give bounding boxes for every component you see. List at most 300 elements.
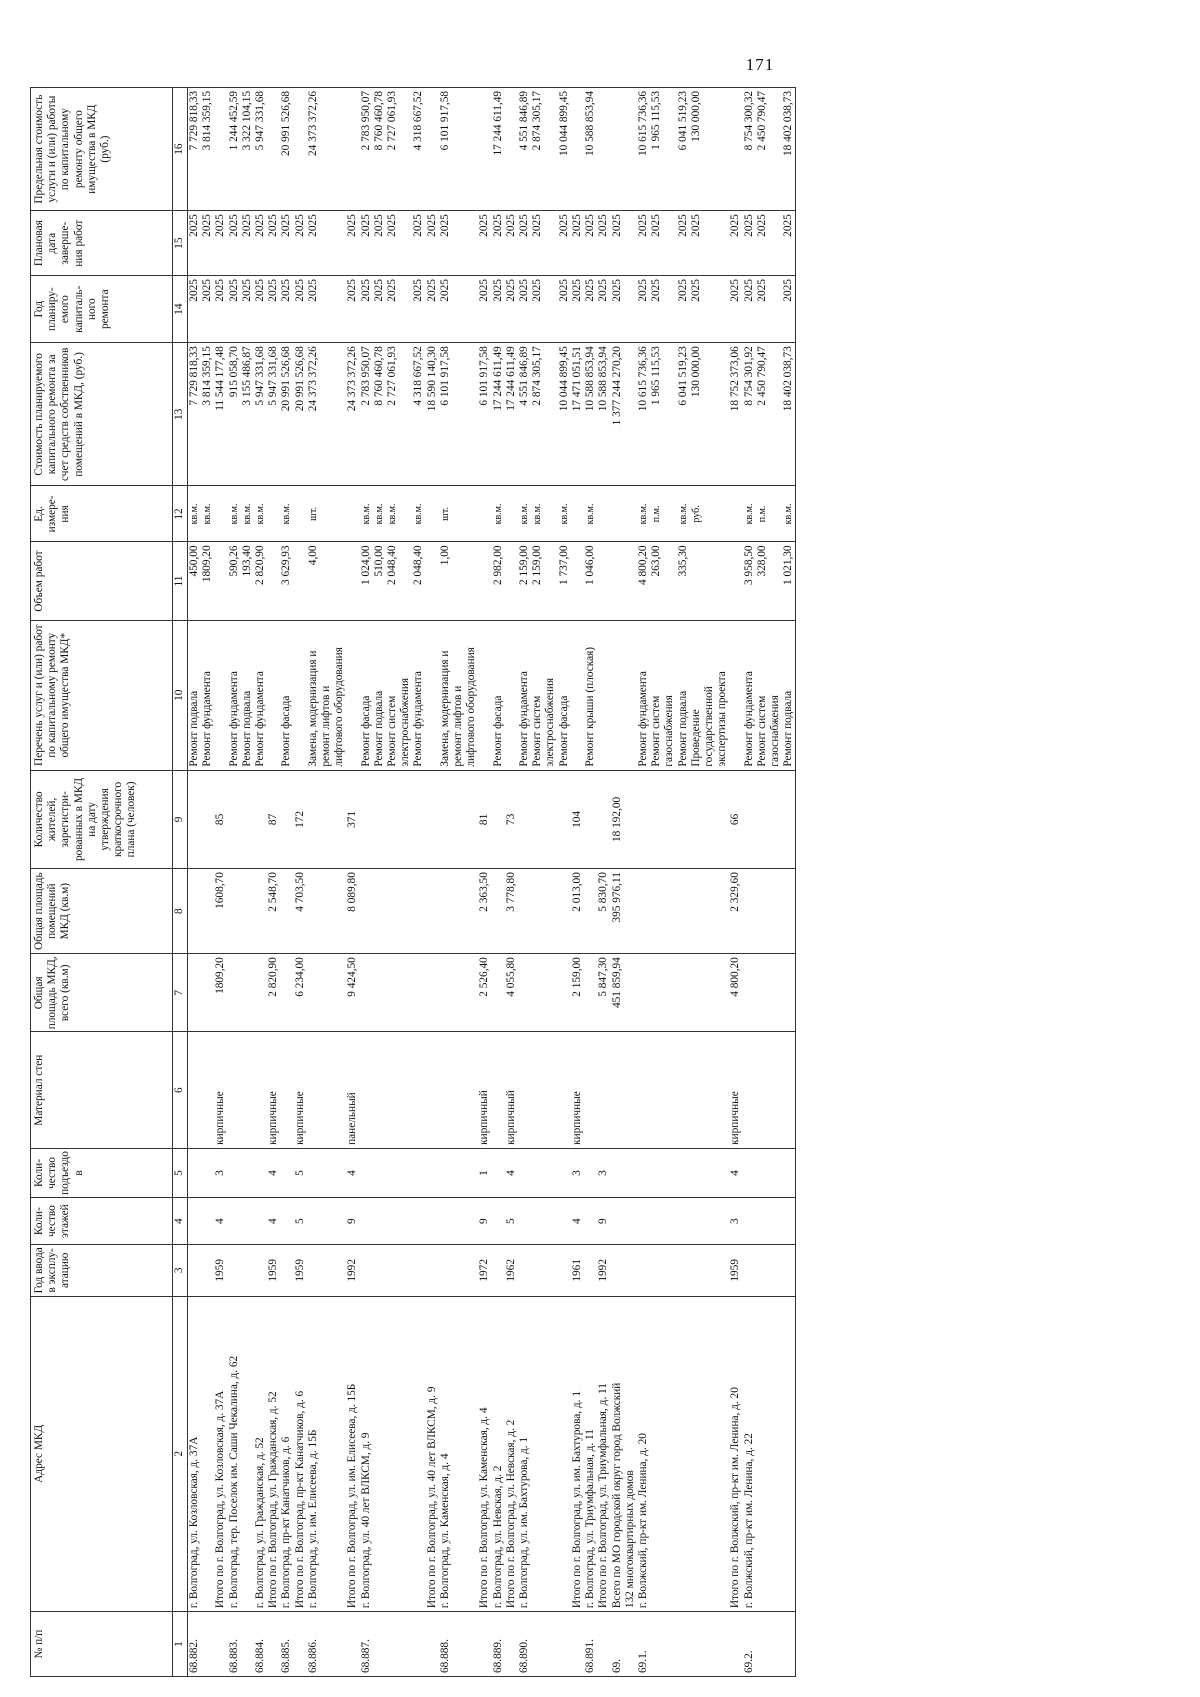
table-cell: [544, 1198, 557, 1245]
table-cell: [677, 1032, 690, 1148]
table-cell: 450,00: [188, 542, 202, 620]
table-cell: Ремонт фундамента: [254, 620, 267, 770]
table-cell: 68.889.: [492, 1612, 505, 1677]
table-cell: [254, 1245, 267, 1296]
table-cell: [624, 343, 637, 486]
table-cell: [492, 1032, 505, 1148]
table-cell: [782, 770, 796, 868]
table-cell: 4 800,20: [637, 542, 650, 620]
table-cell: [571, 1612, 584, 1677]
table-cell: 18 752 373,06: [729, 343, 742, 486]
column-header: Общая площадь МКД, всего (кв.м): [31, 954, 173, 1032]
table-cell: [544, 88, 557, 211]
table-cell: 87: [267, 770, 280, 868]
table-cell: электроснабжения: [544, 620, 557, 770]
table-cell: [518, 1245, 531, 1296]
table-cell: [307, 770, 320, 868]
table-cell: [254, 869, 267, 954]
table-row: [294, 88, 307, 1677]
table-cell: 2025: [677, 211, 690, 276]
table-cell: [769, 770, 782, 868]
table-cell: Ремонт систем: [650, 620, 663, 770]
table-cell: [690, 770, 703, 868]
table-cell: [452, 343, 465, 486]
table-cell: [386, 1032, 399, 1148]
table-cell: 2025: [611, 211, 624, 276]
table-row: [346, 88, 359, 1677]
table-cell: [558, 1148, 571, 1197]
table-cell: г. Волгоград, ул. 40 лет ВЛКСМ, д. 9: [360, 1296, 373, 1612]
table-cell: [558, 1245, 571, 1296]
table-cell: [465, 276, 478, 343]
table-cell: 2025: [518, 276, 531, 343]
table-cell: [782, 1612, 796, 1677]
table-row: [558, 88, 571, 1677]
table-cell: 20 991 526,68: [280, 343, 293, 486]
table-cell: [703, 542, 716, 620]
column-number: 16: [173, 88, 188, 211]
table-cell: [756, 869, 769, 954]
table-cell: [373, 1612, 386, 1677]
table-cell: 510,00: [373, 542, 386, 620]
table-cell: кирпичные: [294, 1032, 307, 1148]
table-cell: 20 991 526,68: [294, 343, 307, 486]
table-cell: лифтового оборудования: [465, 620, 478, 770]
table-cell: [611, 88, 624, 211]
table-cell: [611, 1032, 624, 1148]
table-cell: [703, 88, 716, 211]
table-cell: [716, 88, 729, 211]
table-cell: кв.м.: [228, 486, 241, 542]
table-cell: 24 373 372,26: [307, 343, 320, 486]
table-cell: [663, 1612, 676, 1677]
table-cell: [624, 276, 637, 343]
table-cell: [677, 1296, 690, 1612]
table-cell: [478, 1612, 491, 1677]
table-row: [690, 88, 703, 1677]
table-cell: [386, 1296, 399, 1612]
table-cell: 2025: [478, 276, 491, 343]
table-cell: [426, 620, 439, 770]
table-cell: шт.: [439, 486, 452, 542]
table-cell: [254, 954, 267, 1032]
table-cell: [412, 770, 425, 868]
table-cell: п.м.: [650, 486, 663, 542]
table-cell: 18 192,00: [611, 770, 624, 868]
table-cell: Ремонт фасада: [492, 620, 505, 770]
table-cell: [637, 1245, 650, 1296]
table-cell: [267, 486, 280, 542]
table-cell: 5 830,70: [597, 869, 610, 954]
table-cell: [373, 1296, 386, 1612]
table-cell: [360, 869, 373, 954]
table-cell: [333, 869, 346, 954]
table-cell: [426, 542, 439, 620]
column-header: Стоимость планируемого капитального ремонта за счет средств собственников помещений в МКД, (руб.): [31, 343, 173, 486]
table-cell: руб.: [690, 486, 703, 542]
table-cell: [677, 1612, 690, 1677]
table-cell: 2025: [241, 276, 254, 343]
table-row: [492, 88, 505, 1677]
table-cell: [650, 770, 663, 868]
table-cell: [531, 1032, 544, 1148]
table-cell: 2 048,40: [412, 542, 425, 620]
table-cell: 2025: [228, 211, 241, 276]
table-cell: 1809,20: [214, 954, 227, 1032]
table-cell: 2025: [597, 211, 610, 276]
table-cell: 130 000,00: [690, 343, 703, 486]
table-cell: [729, 620, 742, 770]
table-cell: [320, 1612, 333, 1677]
table-cell: 2 363,50: [478, 869, 491, 954]
table-cell: 371: [346, 770, 359, 868]
table-cell: [544, 770, 557, 868]
table-row: [650, 88, 663, 1677]
table-cell: 6 101 917,58: [439, 88, 452, 211]
table-cell: [716, 869, 729, 954]
table-cell: 2025: [254, 276, 267, 343]
table-cell: 2 526,40: [478, 954, 491, 1032]
table-cell: 6 041 519,23: [677, 343, 690, 486]
table-cell: [254, 1198, 267, 1245]
table-cell: [492, 1198, 505, 1245]
table-cell: 2025: [267, 276, 280, 343]
table-cell: [624, 1198, 637, 1245]
table-cell: [690, 1148, 703, 1197]
table-cell: [465, 1612, 478, 1677]
table-cell: кв.м.: [584, 486, 597, 542]
table-cell: [584, 1148, 597, 1197]
table-cell: [690, 542, 703, 620]
table-cell: [663, 211, 676, 276]
table-cell: [320, 343, 333, 486]
table-cell: 5: [294, 1198, 307, 1245]
table-cell: [531, 1612, 544, 1677]
table-cell: [346, 620, 359, 770]
table-cell: [307, 1148, 320, 1197]
table-cell: [373, 1032, 386, 1148]
table-cell: 2 329,60: [729, 869, 742, 954]
table-cell: [703, 343, 716, 486]
table-cell: [584, 1032, 597, 1148]
table-cell: [716, 770, 729, 868]
column-header: Адрес МКД: [31, 1296, 173, 1612]
table-cell: [228, 1245, 241, 1296]
table-cell: Ремонт систем: [386, 620, 399, 770]
table-cell: [597, 542, 610, 620]
table-cell: лифтового оборудования: [333, 620, 346, 770]
table-row: [624, 88, 637, 1677]
table-cell: г. Волгоград, ул. Каменская, д. 4: [439, 1296, 452, 1612]
table-cell: 6 101 917,58: [478, 343, 491, 486]
table-cell: 4: [571, 1198, 584, 1245]
table-row: [426, 88, 439, 1677]
table-cell: 2025: [188, 211, 202, 276]
table-cell: [478, 542, 491, 620]
table-cell: 7 729 818,33: [188, 343, 202, 486]
table-cell: [320, 869, 333, 954]
table-cell: 2025: [426, 276, 439, 343]
table-cell: [544, 1612, 557, 1677]
column-header: Материал стен: [31, 1032, 173, 1148]
table-cell: 2025: [412, 276, 425, 343]
table-cell: [399, 343, 412, 486]
table-cell: г. Волгоград, ул. Триумфальная, д. 11: [584, 1296, 597, 1612]
table-cell: 2 159,00: [571, 954, 584, 1032]
table-cell: 68.884.: [254, 1612, 267, 1677]
table-row: [703, 88, 716, 1677]
table-cell: 24 373 372,26: [307, 88, 320, 211]
table-cell: 328,00: [756, 542, 769, 620]
table-cell: 2025: [294, 276, 307, 343]
table-cell: Ремонт фундамента: [518, 620, 531, 770]
table-row: [531, 88, 544, 1677]
table-cell: [650, 1198, 663, 1245]
table-cell: [373, 954, 386, 1032]
table-cell: [465, 88, 478, 211]
table-row: [439, 88, 452, 1677]
table-cell: [729, 88, 742, 211]
table-cell: [690, 869, 703, 954]
table-cell: 2025: [360, 211, 373, 276]
table-cell: 2 450 790,47: [756, 343, 769, 486]
table-cell: [703, 1148, 716, 1197]
table-cell: 2 820,90: [267, 954, 280, 1032]
table-cell: [333, 276, 346, 343]
table-cell: [663, 1198, 676, 1245]
table-cell: [624, 1245, 637, 1296]
table-cell: [782, 1148, 796, 1197]
table-cell: [399, 1148, 412, 1197]
table-cell: кв.м.: [241, 486, 254, 542]
table-cell: Ремонт подвала: [782, 620, 796, 770]
table-cell: [505, 486, 518, 542]
table-cell: [241, 770, 254, 868]
table-cell: 1959: [729, 1245, 742, 1296]
table-cell: 2025: [650, 211, 663, 276]
table-cell: 1961: [571, 1245, 584, 1296]
column-number: 10: [173, 620, 188, 770]
table-cell: [703, 211, 716, 276]
table-cell: [677, 869, 690, 954]
column-number: 1: [173, 1612, 188, 1677]
table-cell: 2025: [690, 211, 703, 276]
table-cell: 2025: [188, 276, 202, 343]
table-cell: Итого по г. Волгоград, ул. Гражданская, д. 52: [267, 1296, 280, 1612]
table-cell: [452, 1198, 465, 1245]
table-cell: 68.882.: [188, 1612, 202, 1677]
table-cell: Итого по г. Волгоград, ул. Невская, д. 2: [505, 1296, 518, 1612]
table-cell: 4: [267, 1148, 280, 1197]
table-cell: [412, 954, 425, 1032]
table-cell: 2025: [373, 276, 386, 343]
table-cell: 4 318 667,52: [412, 88, 425, 211]
table-cell: 2 159,00: [518, 542, 531, 620]
table-cell: [544, 1245, 557, 1296]
table-cell: [214, 486, 227, 542]
table-cell: [412, 869, 425, 954]
table-cell: 9 424,50: [346, 954, 359, 1032]
table-cell: [452, 954, 465, 1032]
table-cell: [360, 1198, 373, 1245]
table-cell: [756, 1612, 769, 1677]
table-cell: 2 548,70: [267, 869, 280, 954]
table-cell: Итого по г. Волгоград, ул. Козловская, д. 37А: [214, 1296, 227, 1612]
table-cell: 2025: [677, 276, 690, 343]
table-cell: [426, 1612, 439, 1677]
table-cell: [782, 1245, 796, 1296]
table-cell: [426, 770, 439, 868]
table-row: [320, 88, 333, 1677]
table-cell: 2025: [584, 276, 597, 343]
table-cell: [650, 1296, 663, 1612]
column-header: Количество жителей, зарегистри-рованных в МКД на дату утверждения краткосрочного плана (человек): [31, 770, 173, 868]
table-cell: кв.м.: [254, 486, 267, 542]
table-row: [637, 88, 650, 1677]
table-cell: 8 760 460,78: [373, 88, 386, 211]
table-cell: [426, 1245, 439, 1296]
table-cell: 2025: [571, 211, 584, 276]
table-cell: [188, 770, 202, 868]
table-cell: 3 814 359,15: [201, 343, 214, 486]
table-cell: 2 450 790,47: [756, 88, 769, 211]
table-cell: 8 089,80: [346, 869, 359, 954]
table-cell: [267, 88, 280, 211]
table-cell: [333, 542, 346, 620]
table-cell: [201, 869, 214, 954]
table-cell: [452, 1148, 465, 1197]
table-cell: [452, 1032, 465, 1148]
table-cell: [465, 1245, 478, 1296]
table-cell: [597, 1032, 610, 1148]
table-row: [611, 88, 624, 1677]
table-cell: [346, 486, 359, 542]
table-cell: [505, 542, 518, 620]
table-cell: кирпичные: [267, 1032, 280, 1148]
table-cell: [452, 542, 465, 620]
table-cell: [280, 869, 293, 954]
table-row: [756, 88, 769, 1677]
table-cell: 68.891.: [584, 1612, 597, 1677]
table-cell: [307, 869, 320, 954]
table-cell: [452, 1612, 465, 1677]
table-cell: 2025: [280, 211, 293, 276]
table-cell: [412, 1148, 425, 1197]
table-cell: [439, 1032, 452, 1148]
table-cell: 1959: [214, 1245, 227, 1296]
table-cell: [214, 620, 227, 770]
table-cell: [716, 486, 729, 542]
table-cell: 6 234,00: [294, 954, 307, 1032]
column-header: Коли-чество этажей: [31, 1198, 173, 1245]
table-cell: 2 783 950,07: [360, 88, 373, 211]
table-cell: [201, 1198, 214, 1245]
table-cell: 3: [597, 1148, 610, 1197]
column-number: 4: [173, 1198, 188, 1245]
table-cell: [584, 954, 597, 1032]
table-cell: [386, 1245, 399, 1296]
table-cell: [280, 1148, 293, 1197]
table-cell: кирпичный: [478, 1032, 491, 1148]
table-cell: 5: [505, 1198, 518, 1245]
table-cell: [320, 542, 333, 620]
table-cell: [531, 1245, 544, 1296]
table-cell: Итого по г. Волгоград, ул. Триумфальная, д. 11: [597, 1296, 610, 1612]
table-cell: 4 318 667,52: [412, 343, 425, 486]
table-cell: [294, 1612, 307, 1677]
column-header: Год планиру-емого капиталь-ного ремонта: [31, 276, 173, 343]
table-cell: г. Волгоград, ул. им. Бахтурова, д. 1: [518, 1296, 531, 1612]
table-cell: Ремонт систем: [756, 620, 769, 770]
table-cell: кв.м.: [518, 486, 531, 542]
column-number: 9: [173, 770, 188, 868]
table-cell: [544, 542, 557, 620]
table-cell: 10 615 736,36: [637, 88, 650, 211]
table-cell: кв.м.: [637, 486, 650, 542]
table-cell: [624, 869, 637, 954]
table-cell: 1: [478, 1148, 491, 1197]
table-cell: 4 703,50: [294, 869, 307, 954]
table-cell: 68.887.: [360, 1612, 373, 1677]
table-cell: 1992: [346, 1245, 359, 1296]
table-row: [769, 88, 782, 1677]
table-cell: [452, 869, 465, 954]
table-row: [584, 88, 597, 1677]
table-cell: [333, 1296, 346, 1612]
table-cell: [333, 954, 346, 1032]
table-cell: [320, 1032, 333, 1148]
table-row: [716, 88, 729, 1677]
table-cell: 3: [729, 1198, 742, 1245]
table-cell: [333, 1245, 346, 1296]
table-cell: [729, 486, 742, 542]
table-cell: [360, 770, 373, 868]
table-cell: [663, 954, 676, 1032]
table-cell: [386, 770, 399, 868]
table-cell: 2025: [267, 211, 280, 276]
table-cell: 2025: [228, 276, 241, 343]
table-cell: 2025: [505, 276, 518, 343]
table-cell: 10 044 899,45: [558, 88, 571, 211]
table-cell: [690, 1198, 703, 1245]
table-cell: [201, 1245, 214, 1296]
table-cell: [426, 869, 439, 954]
table-cell: [624, 770, 637, 868]
table-cell: п.м.: [756, 486, 769, 542]
table-cell: 8 760 460,78: [373, 343, 386, 486]
table-cell: [465, 1032, 478, 1148]
table-cell: 9: [346, 1198, 359, 1245]
table-cell: [782, 1296, 796, 1612]
table-cell: [703, 1612, 716, 1677]
table-cell: [558, 869, 571, 954]
table-cell: [703, 276, 716, 343]
table-cell: 2025: [782, 276, 796, 343]
table-cell: [637, 770, 650, 868]
table-cell: 2025: [201, 276, 214, 343]
column-number-row: [173, 88, 188, 1677]
table-cell: [663, 1032, 676, 1148]
table-cell: [637, 1198, 650, 1245]
table-cell: [333, 88, 346, 211]
table-row: [214, 88, 227, 1677]
table-cell: [544, 276, 557, 343]
table-cell: [769, 954, 782, 1032]
table-cell: 17 244 611,49: [492, 88, 505, 211]
table-row: [465, 88, 478, 1677]
table-cell: [544, 343, 557, 486]
table-cell: [373, 1198, 386, 1245]
